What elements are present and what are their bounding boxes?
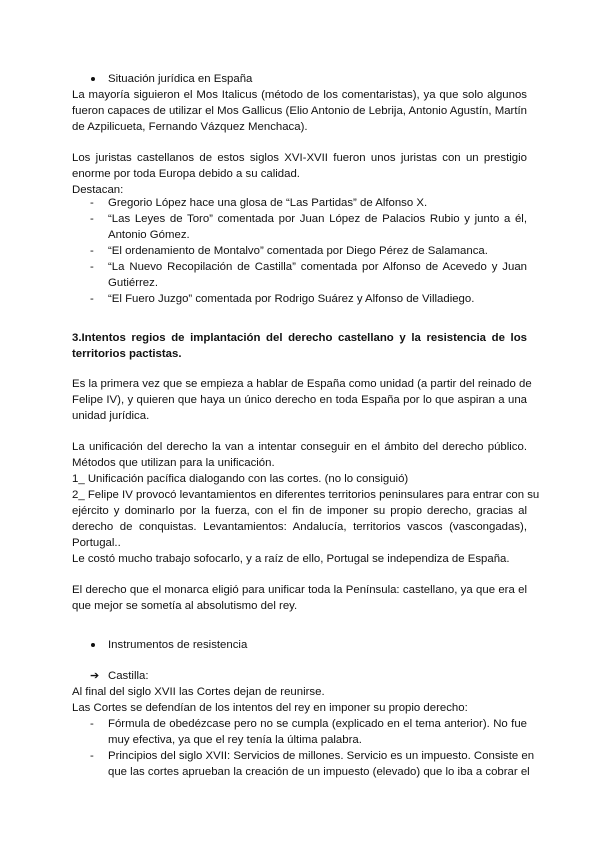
paragraph-line: fueron capaces de utilizar el Mos Gallicus (Elio Antonio de Lebrija, Antonio Agustín, Martín — [72, 105, 527, 117]
paragraph-line: Portugal.. — [72, 537, 121, 549]
list-item: Gregorio López hace una glosa de “Las Partidas” de Alfonso X. — [108, 197, 428, 209]
list-item: Fórmula de obedézcase pero no se cumpla (explicado en el tema anterior). No fue — [108, 718, 527, 730]
list-item: “El Fuero Juzgo” comentada por Rodrigo Suárez y Alfonso de Villadiego. — [108, 293, 475, 305]
paragraph-line: Destacan: — [72, 184, 124, 196]
list-item: “La Nuevo Recopilación de Castilla” comentada por Alfonso de Acevedo y Juan — [108, 261, 527, 273]
paragraph-line: 2_ Felipe IV provocó levantamientos en diferentes territorios peninsulares para entrar con su — [72, 489, 540, 501]
dash-marker: - — [90, 245, 94, 257]
dash-marker: - — [90, 197, 94, 209]
list-item: “Las Leyes de Toro” comentada por Juan López de Palacios Rubio y junto a él, — [108, 213, 527, 225]
paragraph-line: Las Cortes se defendían de los intentos del rey en imponer su propio derecho: — [72, 702, 468, 714]
bullet-icon — [91, 77, 95, 81]
list-item-continuation: muy efectiva, ya que el rey tenía la última palabra. — [108, 734, 362, 746]
paragraph-line: Al final del siglo XVII las Cortes dejan de reunirse. — [72, 686, 325, 698]
dash-marker: - — [90, 293, 94, 305]
dash-marker: - — [90, 750, 94, 762]
paragraph-line: Le costó mucho trabajo sofocarlo, y a raíz de ello, Portugal se independiza de España. — [72, 553, 510, 565]
paragraph-line: La unificación del derecho la van a intentar conseguir en el ámbito del derecho público. — [72, 441, 527, 453]
paragraph-line: El derecho que el monarca eligió para unificar toda la Península: castellano, ya que era el — [72, 584, 527, 596]
section-title-situacion: Situación jurídica en España — [108, 73, 253, 85]
paragraph-line: derecho de conquistas. Levantamientos: Andalucía, territorios vascos (vascongadas), — [72, 521, 527, 533]
section-heading: 3.Intentos regios de implantación del derecho castellano y la resistencia de los — [72, 332, 527, 344]
paragraph-line: unidad jurídica. — [72, 410, 150, 422]
paragraph-line: 1_ Unificación pacífica dialogando con las cortes. (no lo consiguió) — [72, 473, 409, 485]
paragraph-line: Métodos que utilizan para la unificación. — [72, 457, 275, 469]
paragraph-line: Felipe IV), y quieren que haya un único derecho en toda España por lo que aspiran a una — [72, 394, 527, 406]
section-title-instrumentos: Instrumentos de resistencia — [108, 639, 248, 651]
paragraph-line: Es la primera vez que se empieza a hablar de España como unidad (a partir del reinado de — [72, 378, 532, 390]
paragraph-line: La mayoría siguieron el Mos Italicus (método de los comentaristas), ya que solo algunos — [72, 89, 527, 101]
section-heading: territorios pactistas. — [72, 348, 182, 360]
dash-marker: - — [90, 213, 94, 225]
list-item-continuation: que las cortes aprueban la creación de un impuesto (elevado) que lo iba a cobrar el — [108, 766, 530, 778]
paragraph-line: que mejor se sometía al absolutismo del rey. — [72, 600, 298, 612]
arrow-right-icon: ➔ — [90, 670, 100, 682]
paragraph-line: Los juristas castellanos de estos siglos XVI-XVII fueron unos juristas con un prestigio — [72, 152, 527, 164]
list-item-continuation: Gutiérrez. — [108, 277, 159, 289]
list-item-continuation: Antonio Gómez. — [108, 229, 190, 241]
dash-marker: - — [90, 718, 94, 730]
bullet-icon — [91, 643, 95, 647]
list-item: Principios del siglo XVII: Servicios de millones. Servicio es un impuesto. Consiste en — [108, 750, 535, 762]
paragraph-line: enorme por toda Europa debido a su calidad. — [72, 168, 300, 180]
paragraph-line: de Azpilicueta, Fernando Vázquez Menchaca). — [72, 121, 308, 133]
dash-marker: - — [90, 261, 94, 273]
list-item: “El ordenamiento de Montalvo” comentada por Diego Pérez de Salamanca. — [108, 245, 488, 257]
paragraph-line: ejército y dominarlo por la fuerza, con el fin de imponer su propio derecho, gracias al — [72, 505, 527, 517]
subsection-title-castilla: Castilla: — [108, 670, 149, 682]
